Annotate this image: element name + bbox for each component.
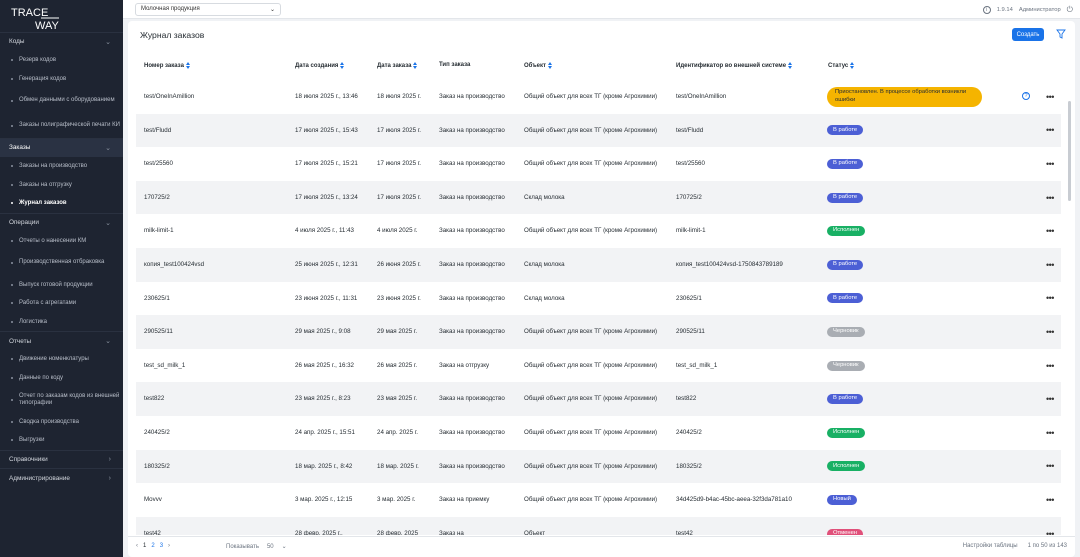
info-icon[interactable]: i	[983, 6, 991, 14]
cell-created-date: 17 июля 2025 г., 15:43	[295, 126, 358, 134]
table-row[interactable]	[136, 80, 1061, 114]
column-label: Тип заказа	[439, 62, 471, 68]
cell-order-date: 17 июля 2025 г.	[377, 160, 421, 168]
sidebar-item-label: Заказы на отгрузку	[19, 181, 72, 188]
orders-journal-card	[128, 21, 1075, 557]
sidebar-group[interactable]	[0, 32, 123, 51]
cell-external-id: 240425/2	[676, 428, 702, 436]
footer-right	[963, 543, 1067, 549]
cell-object: Общий объект для всех ТГ (кроме Агрохимии)	[524, 361, 658, 369]
cell-order-number: test_sd_milk_1	[144, 361, 186, 369]
sidebar-group[interactable]	[0, 138, 123, 157]
table-row[interactable]	[136, 315, 1061, 349]
cell-status	[827, 181, 1027, 215]
cell-order-date: 23 мая 2025 г.	[377, 395, 418, 403]
sidebar-item-label: Сводка производства	[19, 418, 79, 425]
cell-order-date: 4 июля 2025 г.	[377, 227, 418, 235]
table-row[interactable]	[136, 416, 1061, 450]
cell-object: Общий объект для всех ТГ (кроме Агрохимии)	[524, 126, 658, 134]
sidebar-item-label: Отчеты о нанесении КМ	[19, 237, 87, 244]
sidebar-group[interactable]	[0, 468, 123, 487]
page-size-value[interactable]: 50	[266, 543, 274, 550]
sidebar-item-label: Генерация кодов	[19, 75, 67, 82]
table-row[interactable]	[136, 147, 1061, 181]
bullet-icon	[11, 165, 13, 167]
bullet-icon	[11, 439, 13, 441]
sidebar-item[interactable]	[0, 369, 123, 388]
sidebar-item-label: Резерв кодов	[19, 57, 57, 64]
bullet-icon	[11, 358, 13, 360]
cell-object: Склад молока	[524, 193, 565, 201]
status-badge: В работе	[827, 394, 863, 404]
cell-order-number: test822	[144, 395, 165, 403]
cell-object: Общий объект для всех ТГ (кроме Агрохимии)	[524, 462, 658, 470]
sidebar-item-label: Данные по коду	[19, 374, 63, 381]
help-icon[interactable]: ?	[1022, 92, 1030, 100]
chevron-down-icon: ⌄	[105, 38, 111, 46]
chevron-down-icon: ⌄	[269, 6, 275, 13]
more-actions-icon[interactable]: •••	[1046, 427, 1054, 438]
cell-external-id: 290525/11	[676, 328, 705, 336]
cell-order-type: Заказ на приемку	[439, 496, 490, 504]
cell-order-type: Заказ на отгрузку	[439, 361, 490, 369]
bullet-icon	[11, 421, 13, 423]
sidebar-item[interactable]	[0, 250, 123, 275]
cell-order-type: Заказ на производство	[439, 428, 505, 436]
cell-order-number: 170725/2	[144, 193, 170, 201]
table-row[interactable]	[136, 483, 1061, 517]
cell-order-type: Заказ на	[439, 529, 464, 535]
cell-order-number: test42	[144, 529, 161, 535]
chevron-right-icon: ›	[108, 474, 111, 482]
more-actions-icon[interactable]: •••	[1046, 91, 1054, 102]
cell-object: Общий объект для всех ТГ (кроме Агрохимии)	[524, 227, 658, 235]
sort-icon[interactable]	[850, 62, 855, 69]
column-header-status[interactable]	[828, 62, 855, 69]
user-name[interactable]: Администратор	[1018, 6, 1061, 13]
pagination	[136, 543, 170, 549]
page-2[interactable]: 2	[151, 543, 155, 549]
status-badge: Черновик	[827, 361, 865, 371]
column-label: Идентификатор во внешней системе	[676, 62, 787, 69]
cell-status	[827, 517, 1027, 535]
cell-external-id: 180325/2	[676, 462, 702, 470]
cell-created-date: 26 мая 2025 г., 16:32	[295, 361, 354, 369]
cell-order-type: Заказ на производство	[439, 93, 505, 100]
more-actions-icon[interactable]: •••	[1046, 226, 1054, 237]
column-label: Дата создания	[295, 62, 339, 69]
column-header-external-id[interactable]	[676, 62, 793, 69]
app-version: 1.9.14	[996, 6, 1013, 13]
cell-created-date: 18 мар. 2025 г., 8:42	[295, 462, 353, 470]
cell-created-date: 18 июля 2025 г., 13:46	[295, 93, 358, 100]
sort-icon[interactable]	[340, 62, 345, 69]
sidebar-item-label: Работа с агрегатами	[19, 300, 77, 307]
sidebar-item[interactable]	[0, 350, 123, 369]
cell-order-number: 230625/1	[144, 294, 170, 302]
cell-object: Общий объект для всех ТГ (кроме Агрохимии)	[524, 160, 658, 168]
sidebar-item-label: Выгрузки	[19, 437, 45, 444]
sidebar-group[interactable]	[0, 213, 123, 232]
cell-external-id: test/OneInAmillion	[676, 93, 727, 100]
cell-order-number: test/25560	[144, 160, 173, 168]
table-row[interactable]	[136, 450, 1061, 484]
logout-icon[interactable]: ⏻	[1066, 4, 1073, 14]
cell-order-type: Заказ на производство	[439, 160, 505, 168]
sidebar-group[interactable]	[0, 331, 123, 350]
cell-status	[827, 214, 1027, 248]
more-actions-icon[interactable]: •••	[1046, 394, 1054, 405]
sidebar-item-label: Обмен данными с оборудованием	[19, 97, 115, 104]
cell-order-date: 28 февр. 2025	[377, 529, 419, 535]
table-settings-link[interactable]: Настройки таблицы	[962, 543, 1018, 549]
sidebar-item[interactable]	[0, 313, 123, 332]
sidebar-group-label: Операции	[9, 219, 39, 227]
more-actions-icon[interactable]: •••	[1046, 125, 1054, 136]
table-row[interactable]	[136, 349, 1061, 383]
cell-created-date: 25 июня 2025 г., 12:31	[295, 260, 358, 268]
bullet-icon	[11, 184, 13, 186]
cell-status	[827, 382, 1027, 416]
cell-status	[827, 483, 1027, 517]
table-row[interactable]	[136, 114, 1061, 148]
chevron-right-icon: ›	[108, 456, 111, 464]
sidebar-item[interactable]	[0, 232, 123, 251]
cell-order-type: Заказ на производство	[439, 294, 505, 302]
sidebar-item[interactable]	[0, 431, 123, 450]
bullet-icon	[11, 100, 13, 102]
sidebar-item[interactable]	[0, 194, 123, 213]
cell-created-date: 17 июля 2025 г., 15:21	[295, 160, 358, 168]
column-label: Объект	[524, 62, 546, 69]
bullet-icon	[11, 202, 13, 204]
sidebar-item-label: Движение номенклатуры	[19, 356, 89, 363]
cell-order-number: 240425/2	[144, 428, 170, 436]
cell-external-id: test42	[676, 529, 693, 535]
cell-external-id: test/Fludd	[676, 126, 704, 134]
column-header-object[interactable]	[524, 62, 553, 69]
sidebar-item[interactable]	[0, 387, 123, 412]
cell-order-number: 290525/11	[144, 328, 173, 336]
org-select[interactable]	[135, 3, 281, 16]
chevron-down-icon: ⌄	[105, 338, 111, 346]
cell-order-number: milk-limit-1	[144, 227, 174, 235]
bullet-icon	[11, 321, 13, 323]
cell-order-type: Заказ на производство	[439, 193, 505, 201]
cell-object: Общий объект для всех ТГ (кроме Агрохимии)	[524, 93, 658, 100]
page-size-label: Показывать	[226, 543, 259, 550]
cell-created-date: 23 июня 2025 г., 11:31	[295, 294, 358, 302]
cell-created-date: 23 мая 2025 г., 8:23	[295, 395, 351, 403]
cell-order-type: Заказ на производство	[439, 260, 505, 268]
cell-external-id: 170725/2	[676, 193, 702, 201]
cell-order-date: 18 мар. 2025 г.	[377, 462, 419, 470]
status-badge: В работе	[827, 293, 863, 303]
cell-external-id: test/25560	[676, 160, 705, 168]
cell-order-type: Заказ на производство	[439, 395, 505, 403]
cell-order-number: test/OneInAmillion	[144, 93, 195, 100]
cell-external-id: milk-limit-1	[676, 227, 706, 235]
bullet-icon	[11, 78, 13, 80]
cell-object: Общий объект для всех ТГ (кроме Агрохимии)	[524, 496, 658, 504]
cell-status	[827, 450, 1027, 484]
table-row[interactable]	[136, 181, 1061, 215]
more-actions-icon[interactable]: •••	[1046, 360, 1054, 371]
page-1[interactable]: 1	[143, 543, 147, 549]
bullet-icon	[11, 59, 13, 61]
sidebar-item[interactable]	[0, 88, 123, 113]
page-title: Журнал заказов	[140, 30, 205, 40]
table-row[interactable]	[136, 282, 1061, 316]
more-actions-icon[interactable]: •••	[1046, 192, 1054, 203]
sidebar-group-label: Администрирование	[9, 474, 70, 482]
status-badge: Исполнен	[827, 428, 865, 438]
cell-status	[827, 80, 1027, 114]
cell-created-date: 29 мая 2025 г., 9:08	[295, 328, 351, 336]
cell-object: Склад молока	[524, 260, 565, 268]
cell-order-date: 17 июля 2025 г.	[377, 126, 421, 134]
bullet-icon	[11, 262, 13, 264]
cell-status	[827, 248, 1027, 282]
table-row[interactable]	[136, 517, 1061, 535]
sort-icon[interactable]	[186, 62, 191, 69]
status-badge: Приостановлен. В процессе обработки возникли ошибки	[827, 87, 982, 107]
bullet-icon	[11, 284, 13, 286]
traceway-logo[interactable]	[0, 0, 123, 32]
cell-object: Склад молока	[524, 294, 565, 302]
cell-created-date: 28 февр. 2025 г.,	[295, 529, 343, 535]
prev-page-icon[interactable]: ‹	[136, 543, 138, 549]
sidebar-item[interactable]	[0, 113, 123, 138]
sidebar-item[interactable]	[0, 157, 123, 176]
sidebar-group-label: Заказы	[9, 144, 31, 152]
cell-order-date: 26 мая 2025 г.	[377, 361, 418, 369]
sidebar-item[interactable]	[0, 412, 123, 431]
chevron-down-icon: ⌄	[105, 144, 111, 152]
cell-external-id: 34d425d9-b4ac-45bc-aeea-32f3da781a10	[676, 496, 792, 504]
sidebar-group-label: Справочники	[9, 456, 48, 464]
cell-object: Общий объект для всех ТГ (кроме Агрохимии)	[524, 428, 658, 436]
cell-external-id: test822	[676, 395, 697, 403]
status-badge: Черновик	[827, 327, 865, 337]
more-actions-icon[interactable]: •••	[1046, 293, 1054, 304]
cell-order-number: копия_test100424vsd	[144, 260, 205, 268]
status-badge: Исполнен	[827, 226, 865, 236]
sidebar-item-label: Журнал заказов	[19, 200, 67, 207]
sidebar-item[interactable]	[0, 275, 123, 294]
create-button[interactable]: Создать	[1012, 28, 1044, 41]
sidebar-item-label: Выпуск готовой продукции	[19, 281, 93, 288]
status-badge: Исполнен	[827, 461, 865, 471]
cell-status	[827, 349, 1027, 383]
next-page-icon[interactable]: ›	[168, 543, 171, 549]
more-actions-icon[interactable]: •••	[1046, 461, 1054, 472]
cell-status	[827, 416, 1027, 450]
cell-object: Общий объект для всех ТГ (кроме Агрохимии)	[524, 395, 658, 403]
records-range: 1 по 50 из 143	[1027, 543, 1067, 549]
sort-icon[interactable]	[788, 62, 793, 69]
bullet-icon	[11, 377, 13, 379]
more-actions-icon[interactable]: •••	[1046, 326, 1054, 337]
sidebar-item-label: Производственная отбраковка	[19, 259, 105, 266]
logo-text-bottom: WAY	[35, 20, 59, 32]
org-select-value: Молочная продукция	[141, 6, 200, 12]
cell-order-number: Movvv	[144, 496, 162, 504]
cell-order-date: 24 апр. 2025 г.	[377, 428, 418, 436]
orders-table	[136, 80, 1061, 535]
cell-order-type: Заказ на производство	[439, 126, 505, 134]
status-badge: Отменен	[827, 529, 863, 535]
cell-order-date: 18 июля 2025 г.	[377, 93, 421, 100]
cell-object: Общий объект для всех ТГ (кроме Агрохимии)	[524, 328, 658, 336]
page-3[interactable]: 3	[159, 543, 164, 549]
cell-order-date: 26 июня 2025 г.	[377, 260, 421, 268]
table-footer	[128, 536, 1075, 557]
cell-status	[827, 147, 1027, 181]
sort-icon[interactable]	[413, 62, 418, 69]
sidebar-group-label: Коды	[9, 38, 25, 46]
sidebar-item[interactable]	[0, 51, 123, 70]
topbar	[123, 0, 1080, 19]
more-actions-icon[interactable]: •••	[1046, 158, 1054, 169]
cell-created-date: 3 мар. 2025 г., 12:15	[295, 496, 353, 504]
column-label: Дата заказа	[377, 62, 412, 69]
cell-status	[827, 114, 1027, 148]
more-actions-icon[interactable]: •••	[1046, 494, 1054, 505]
cell-order-date: 3 мар. 2025 г.	[377, 496, 416, 504]
cell-order-date: 29 мая 2025 г.	[377, 328, 418, 336]
cell-status	[827, 315, 1027, 349]
cell-created-date: 4 июля 2025 г., 11:43	[295, 227, 354, 235]
cell-order-date: 17 июля 2025 г.	[377, 193, 421, 201]
cell-external-id: копия_test100424vsd-1750843789189	[676, 260, 783, 268]
chevron-down-icon: ⌄	[105, 219, 111, 227]
sidebar-item-label: Отчет по заказам кодов из внешней типографии	[19, 392, 120, 406]
sort-icon[interactable]	[548, 62, 553, 69]
page-size	[226, 543, 287, 550]
cell-status	[827, 282, 1027, 316]
chevron-down-icon[interactable]: ⌄	[281, 544, 287, 550]
column-header-order-date[interactable]	[377, 62, 418, 69]
sidebar	[0, 0, 123, 557]
cell-order-date: 23 июня 2025 г.	[377, 294, 421, 302]
bullet-icon	[11, 399, 13, 401]
cell-created-date: 24 апр. 2025 г., 15:51	[295, 428, 355, 436]
bullet-icon	[11, 302, 13, 304]
column-header-created[interactable]	[295, 62, 345, 69]
sidebar-item-label: Заказы на производство	[19, 163, 88, 170]
cell-object: Объект	[524, 529, 546, 535]
cell-order-type: Заказ на производство	[439, 462, 505, 470]
status-badge: Новый	[827, 495, 857, 505]
sidebar-item-label: Заказы полиграфической печати КИ	[19, 122, 120, 129]
cell-order-number: test/Fludd	[144, 126, 172, 134]
status-badge: В работе	[827, 193, 863, 203]
scrollbar[interactable]	[1068, 101, 1071, 201]
sidebar-group[interactable]	[0, 450, 123, 469]
table-row[interactable]	[136, 248, 1061, 282]
cell-external-id: test_sd_milk_1	[676, 361, 718, 369]
sidebar-item-label: Логистика	[19, 318, 48, 325]
topbar-right	[983, 0, 1073, 19]
sidebar-menu	[0, 32, 123, 487]
table-row[interactable]	[136, 382, 1061, 416]
cell-external-id: 230625/1	[676, 294, 702, 302]
more-actions-icon[interactable]: •••	[1046, 528, 1054, 535]
cell-order-type: Заказ на производство	[439, 227, 505, 235]
cell-created-date: 17 июля 2025 г., 13:24	[295, 193, 358, 201]
status-badge: В работе	[827, 260, 863, 270]
status-badge: В работе	[827, 125, 863, 135]
bullet-icon	[11, 240, 13, 242]
logo-text-top: TRACE	[11, 7, 49, 19]
more-actions-icon[interactable]: •••	[1046, 259, 1054, 270]
cell-order-type: Заказ на производство	[439, 328, 505, 336]
table-row[interactable]	[136, 214, 1061, 248]
column-header-order-type	[439, 62, 470, 68]
sidebar-group-label: Отчеты	[9, 337, 32, 345]
cell-order-number: 180325/2	[144, 462, 170, 470]
sidebar-item[interactable]	[0, 69, 123, 88]
filter-icon[interactable]	[1056, 28, 1066, 40]
column-label: Номер заказа	[144, 62, 184, 69]
sidebar-item[interactable]	[0, 175, 123, 194]
bullet-icon	[11, 125, 13, 127]
column-label: Статус	[828, 62, 849, 69]
status-badge: В работе	[827, 159, 863, 169]
sidebar-item[interactable]	[0, 294, 123, 313]
column-header-order-number[interactable]	[144, 62, 191, 69]
